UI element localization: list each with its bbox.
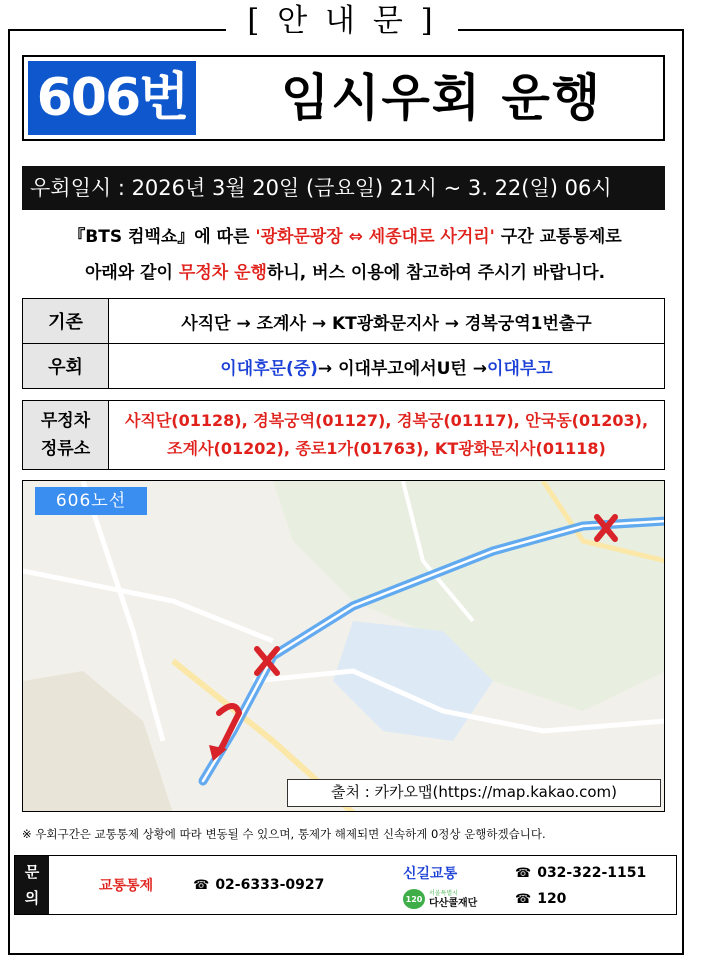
title-box: [22, 55, 665, 141]
dasan-call-logo: [403, 889, 515, 909]
contact-phone-number: 120: [537, 891, 567, 907]
non-stop-list: [109, 401, 664, 469]
description-line-2: [20, 258, 670, 283]
contact-phone-number: 02-6333-0927: [215, 877, 325, 893]
description-text: 구간 교통통제로: [494, 227, 622, 247]
contact-box: [14, 855, 677, 915]
non-stop-label: [23, 401, 109, 469]
non-stop-stations: [22, 400, 665, 470]
dasan-name: 다산콜재단: [429, 898, 478, 909]
dasan-badge: 120: [403, 889, 425, 909]
contact-phone[interactable]: [515, 891, 566, 907]
detour-start: 이대후문(중): [220, 358, 318, 379]
detour-route-label: 우회: [23, 344, 109, 388]
map-road: [23, 571, 273, 641]
description-text: 『BTS 컴백쇼』에 따른: [68, 227, 256, 247]
description-text: 아래와 같이: [84, 263, 179, 283]
non-stop-label-line: 무정차: [40, 411, 91, 431]
telephone-icon: ☎: [515, 892, 532, 907]
contact-label-line: 의: [24, 889, 40, 907]
route-number-badge: 606번: [28, 61, 196, 135]
contact-right: [389, 856, 676, 914]
map-graphic: [23, 481, 665, 812]
existing-route-value: 사직단 → 조계사 → KT광화문지사 → 경복궁역1번출구: [181, 313, 592, 334]
footnote: ※ 우회구간은 교통통제 상황에 따라 변동될 수 있으며, 통제가 해제되면 신속하게 0정상 운행하겠습니다.: [22, 827, 546, 841]
contact-bus-company: [389, 860, 676, 886]
non-stop-label-line: 정류소: [40, 439, 91, 459]
contact-org: 교통통제: [99, 878, 154, 894]
detour-route-row: [23, 344, 664, 388]
existing-route-row: [23, 299, 664, 344]
route-table: [22, 298, 665, 389]
non-stop-list-line: 사직단(01128), 경복궁역(01127), 경복궁(01117), 안국동(01203),: [124, 411, 649, 430]
detour-middle: → 이대부고에서U턴 →: [317, 358, 488, 379]
contact-traffic-control: [49, 856, 389, 914]
contact-phone-number: 032-322-1151: [537, 865, 647, 881]
route-map: [22, 480, 665, 812]
description-text: 하니, 버스 이용에 참고하여 주시기 바랍니다.: [266, 263, 606, 283]
detour-date-bar: 우회일시 : 2026년 3월 20일 (금요일) 21시 ~ 3. 22(일) 06시: [22, 166, 665, 210]
detour-end: 이대부고: [487, 358, 553, 379]
dasan-text: [429, 889, 477, 909]
description-highlight: '광화문광장 ⇔ 세종대로 사거리': [255, 227, 495, 247]
contact-phone[interactable]: [515, 865, 646, 881]
existing-route-label: 기존: [23, 299, 109, 343]
telephone-icon: ☎: [193, 878, 210, 893]
map-source[interactable]: 출처 : 카카오맵(https://map.kakao.com): [287, 779, 661, 807]
dasan-small: 서울특별시: [429, 890, 458, 897]
detour-route-value: [109, 344, 664, 388]
notice-heading: [ 안 내 문 ]: [226, 2, 458, 40]
contact-phone[interactable]: [193, 877, 324, 893]
contact-label: [15, 856, 49, 914]
description-highlight: 무정차 운행: [178, 263, 267, 283]
contact-label-line: 문: [24, 863, 40, 881]
contact-org: 신길교통: [403, 866, 458, 882]
description-line-1: [20, 222, 670, 247]
telephone-icon: ☎: [515, 866, 532, 881]
non-stop-list-line: 조계사(01202), 종로1가(01763), KT광화문지사(01118): [167, 439, 606, 458]
main-title: 임시우회 운행: [280, 69, 603, 127]
route-tag: 606노선: [35, 487, 147, 515]
contact-dasan: [389, 886, 676, 912]
